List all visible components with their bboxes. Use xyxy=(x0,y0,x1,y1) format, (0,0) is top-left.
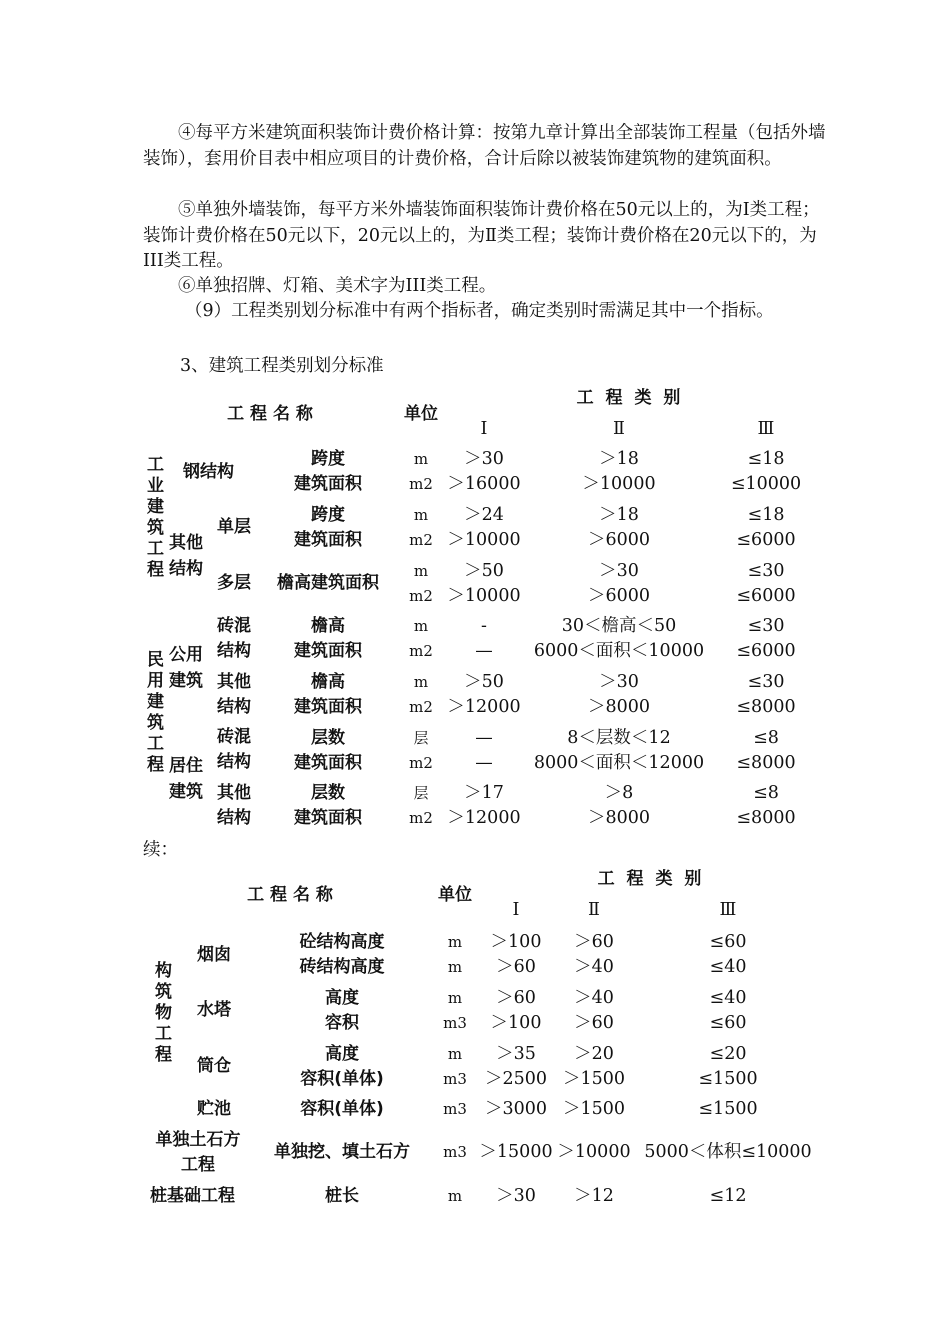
class-3-cell: 5000＜体积≤10000 xyxy=(644,1142,812,1162)
subgroup-pile-foundation: 桩基础工程 xyxy=(150,1186,235,1206)
item-cell: 建筑面积 xyxy=(294,641,362,661)
class-1-cell: ＞60 xyxy=(496,957,536,977)
header-project-name: 工 程 名 称 xyxy=(247,885,333,905)
class-3-cell: ≤1500 xyxy=(698,1099,758,1119)
paragraph-item-6: ⑥单独招牌、灯箱、美术字为III类工程。 xyxy=(178,276,497,296)
class-1-cell: - xyxy=(481,616,487,636)
unit-cell: m xyxy=(413,562,429,580)
class-3-cell: ≤20 xyxy=(709,1044,747,1064)
class-2-cell: ＞10000 xyxy=(582,474,656,494)
class-1-cell: ＞16000 xyxy=(447,474,521,494)
item-cell: 单独挖、填土石方 xyxy=(274,1142,410,1162)
class-3-cell: ≤60 xyxy=(709,1013,747,1033)
subgroup-earthwork: 单独土石方工程 xyxy=(155,1130,241,1175)
class-1-cell: ＞10000 xyxy=(447,530,521,550)
class-2-cell: ＞1500 xyxy=(562,1069,626,1089)
class-1-cell: ＞100 xyxy=(490,932,542,952)
unit-cell: m3 xyxy=(443,1143,467,1161)
class-1-cell: — xyxy=(475,753,493,773)
class-3-cell: ≤1500 xyxy=(698,1069,758,1089)
class-2-cell: 8＜层数＜12 xyxy=(567,728,671,748)
header-class-2: Ⅱ xyxy=(588,900,600,920)
class-3-cell: ≤10000 xyxy=(730,474,802,494)
subgroup-other-structure: 其他结构 xyxy=(169,533,203,579)
class-1-cell: ＞24 xyxy=(464,505,504,525)
item-cell: 建筑面积 xyxy=(294,474,362,494)
continued-label: 续： xyxy=(143,840,178,860)
header-category: 工 程 类 别 xyxy=(597,869,705,889)
unit-cell: m3 xyxy=(443,1014,467,1032)
item-cell: 建筑面积 xyxy=(294,808,362,828)
unit-cell: m2 xyxy=(409,475,433,493)
class-3-cell: ≤18 xyxy=(747,449,785,469)
item-cell: 容积(单体) xyxy=(300,1099,384,1119)
class-2-cell: 30＜檐高＜50 xyxy=(561,616,677,636)
class-1-cell: ＞100 xyxy=(490,1013,542,1033)
class-1-cell: ＞10000 xyxy=(447,586,521,606)
class-1-cell: ＞3000 xyxy=(484,1099,548,1119)
class-2-cell: ＞20 xyxy=(574,1044,614,1064)
class-1-cell: ＞50 xyxy=(464,672,504,692)
item-cell: 建筑面积 xyxy=(294,697,362,717)
class-3-cell: ≤30 xyxy=(747,616,785,636)
subgroup-residential-brick: 砖混结构 xyxy=(217,727,251,772)
class-3-cell: ≤8 xyxy=(753,728,779,748)
class-2-cell: ＞40 xyxy=(574,957,614,977)
class-2-cell: ＞8000 xyxy=(587,808,651,828)
item-cell: 建筑面积 xyxy=(294,530,362,550)
header-category: 工 程 类 别 xyxy=(576,388,684,408)
header-unit: 单位 xyxy=(404,404,438,424)
subgroup-residential: 居住建筑 xyxy=(169,756,203,802)
subgroup-water-tower: 水塔 xyxy=(197,1000,231,1020)
class-2-cell: ＞8 xyxy=(604,783,634,803)
unit-cell: m xyxy=(447,1187,463,1205)
class-3-cell: ≤8 xyxy=(753,783,779,803)
unit-cell: m2 xyxy=(409,754,433,772)
class-2-cell: ＞30 xyxy=(599,561,639,581)
item-eave-height-area: 檐高建筑面积 xyxy=(277,573,379,593)
class-1-cell: ＞15000 xyxy=(479,1142,553,1162)
class-3-cell: ≤12 xyxy=(709,1186,747,1206)
class-2-cell: ＞6000 xyxy=(587,530,651,550)
unit-cell: 层 xyxy=(413,784,429,802)
item-cell: 高度 xyxy=(325,1044,359,1064)
class-2-cell: ＞1500 xyxy=(562,1099,626,1119)
item-cell: 砖结构高度 xyxy=(299,957,385,977)
class-3-cell: ≤8000 xyxy=(736,753,796,773)
subgroup-pool: 贮池 xyxy=(197,1099,231,1119)
subgroup-public-other: 其他结构 xyxy=(217,672,251,717)
unit-cell: m2 xyxy=(409,587,433,605)
unit-cell: 层 xyxy=(413,729,429,747)
class-3-cell: ≤60 xyxy=(709,932,747,952)
class-1-cell: ＞12000 xyxy=(447,697,521,717)
class-2-cell: ＞6000 xyxy=(587,586,651,606)
class-1-cell: ＞17 xyxy=(464,783,504,803)
unit-cell: m xyxy=(447,933,463,951)
header-class-3: Ⅲ xyxy=(757,419,775,439)
unit-cell: m xyxy=(447,1045,463,1063)
item-cell: 砼结构高度 xyxy=(299,932,385,952)
class-3-cell: ≤18 xyxy=(747,505,785,525)
subgroup-public: 公用建筑 xyxy=(169,645,203,691)
item-cell: 层数 xyxy=(311,783,345,803)
subgroup-multi-storey: 多层 xyxy=(217,573,251,593)
class-2-cell: ＞60 xyxy=(574,1013,614,1033)
header-class-1: Ⅰ xyxy=(512,900,520,920)
class-3-cell: ≤30 xyxy=(747,672,785,692)
group-civil: 民用建筑工程 xyxy=(143,650,163,776)
paragraph-note-9: （9）工程类别划分标准中有两个指标者，确定类别时需满足其中一个指标。 xyxy=(185,301,774,321)
class-3-cell: ≤6000 xyxy=(736,586,796,606)
item-cell: 层数 xyxy=(311,728,345,748)
class-2-cell: ＞18 xyxy=(599,505,639,525)
item-cell: 跨度 xyxy=(311,449,345,469)
item-cell: 容积 xyxy=(325,1013,359,1033)
unit-cell: m2 xyxy=(409,531,433,549)
class-2-cell: 8000＜面积＜12000 xyxy=(533,753,705,773)
class-2-cell: ＞40 xyxy=(574,988,614,1008)
class-1-cell: — xyxy=(475,728,493,748)
class-1-cell: ＞12000 xyxy=(447,808,521,828)
subgroup-steel: 钢结构 xyxy=(183,462,234,482)
item-cell: 高度 xyxy=(325,988,359,1008)
group-industrial: 工业建筑工程 xyxy=(143,455,163,581)
unit-cell: m2 xyxy=(409,642,433,660)
group-structures: 构筑物工程 xyxy=(151,961,171,1066)
subgroup-residential-other: 其他结构 xyxy=(217,783,251,828)
unit-cell: m xyxy=(413,617,429,635)
subgroup-chimney: 烟囱 xyxy=(197,945,231,965)
unit-cell: m xyxy=(413,673,429,691)
class-3-cell: ≤8000 xyxy=(736,808,796,828)
class-3-cell: ≤40 xyxy=(709,957,747,977)
unit-cell: m3 xyxy=(443,1100,467,1118)
subgroup-silo: 筒仓 xyxy=(197,1056,231,1076)
section-title: 3、建筑工程类别划分标准 xyxy=(180,356,384,376)
item-cell: 跨度 xyxy=(311,505,345,525)
class-3-cell: ≤40 xyxy=(709,988,747,1008)
item-cell: 建筑面积 xyxy=(294,753,362,773)
class-3-cell: ≤6000 xyxy=(736,530,796,550)
header-unit: 单位 xyxy=(438,885,472,905)
class-2-cell: ＞8000 xyxy=(587,697,651,717)
class-3-cell: ≤8000 xyxy=(736,697,796,717)
unit-cell: m3 xyxy=(443,1070,467,1088)
subgroup-single-storey: 单层 xyxy=(217,517,251,537)
item-cell: 容积(单体) xyxy=(300,1069,384,1089)
class-2-cell: 6000＜面积＜10000 xyxy=(533,641,705,661)
class-1-cell: ＞30 xyxy=(464,449,504,469)
class-2-cell: ＞10000 xyxy=(557,1142,631,1162)
header-project-name: 工 程 名 称 xyxy=(227,404,313,424)
class-1-cell: ＞35 xyxy=(496,1044,536,1064)
subgroup-public-brick: 砖混结构 xyxy=(217,616,251,661)
class-2-cell: ＞12 xyxy=(574,1186,614,1206)
unit-cell: m xyxy=(413,450,429,468)
paragraph-item-5: ⑤单独外墙装饰，每平方米外墙装饰面积装饰计费价格在50元以上的，为Ⅰ类工程；装饰计费价格在50元以下，20元以上的，为Ⅱ类工程；装饰计费价格在20元以下的，为III类工程。 xyxy=(143,200,820,271)
header-class-2: Ⅱ xyxy=(613,419,625,439)
unit-cell: m xyxy=(447,989,463,1007)
unit-cell: m2 xyxy=(409,809,433,827)
item-cell: 檐高 xyxy=(311,672,345,692)
class-3-cell: ≤30 xyxy=(747,561,785,581)
class-2-cell: ＞18 xyxy=(599,449,639,469)
item-cell: 檐高 xyxy=(311,616,345,636)
class-3-cell: ≤6000 xyxy=(736,641,796,661)
unit-cell: m2 xyxy=(409,698,433,716)
item-cell: 桩长 xyxy=(325,1186,359,1206)
class-1-cell: ＞30 xyxy=(496,1186,536,1206)
header-class-3: Ⅲ xyxy=(719,900,737,920)
class-2-cell: ＞30 xyxy=(599,672,639,692)
class-1-cell: ＞50 xyxy=(464,561,504,581)
unit-cell: m xyxy=(413,506,429,524)
class-2-cell: ＞60 xyxy=(574,932,614,952)
unit-cell: m xyxy=(447,958,463,976)
paragraph-item-4: ④每平方米建筑面积装饰计费价格计算：按第九章计算出全部装饰工程量（包括外墙装饰），套用价目表中相应项目的计费价格，合计后除以被装饰建筑物的建筑面积。 xyxy=(143,123,826,169)
class-1-cell: ＞2500 xyxy=(484,1069,548,1089)
class-1-cell: ＞60 xyxy=(496,988,536,1008)
header-class-1: Ⅰ xyxy=(480,419,488,439)
class-1-cell: — xyxy=(475,641,493,661)
